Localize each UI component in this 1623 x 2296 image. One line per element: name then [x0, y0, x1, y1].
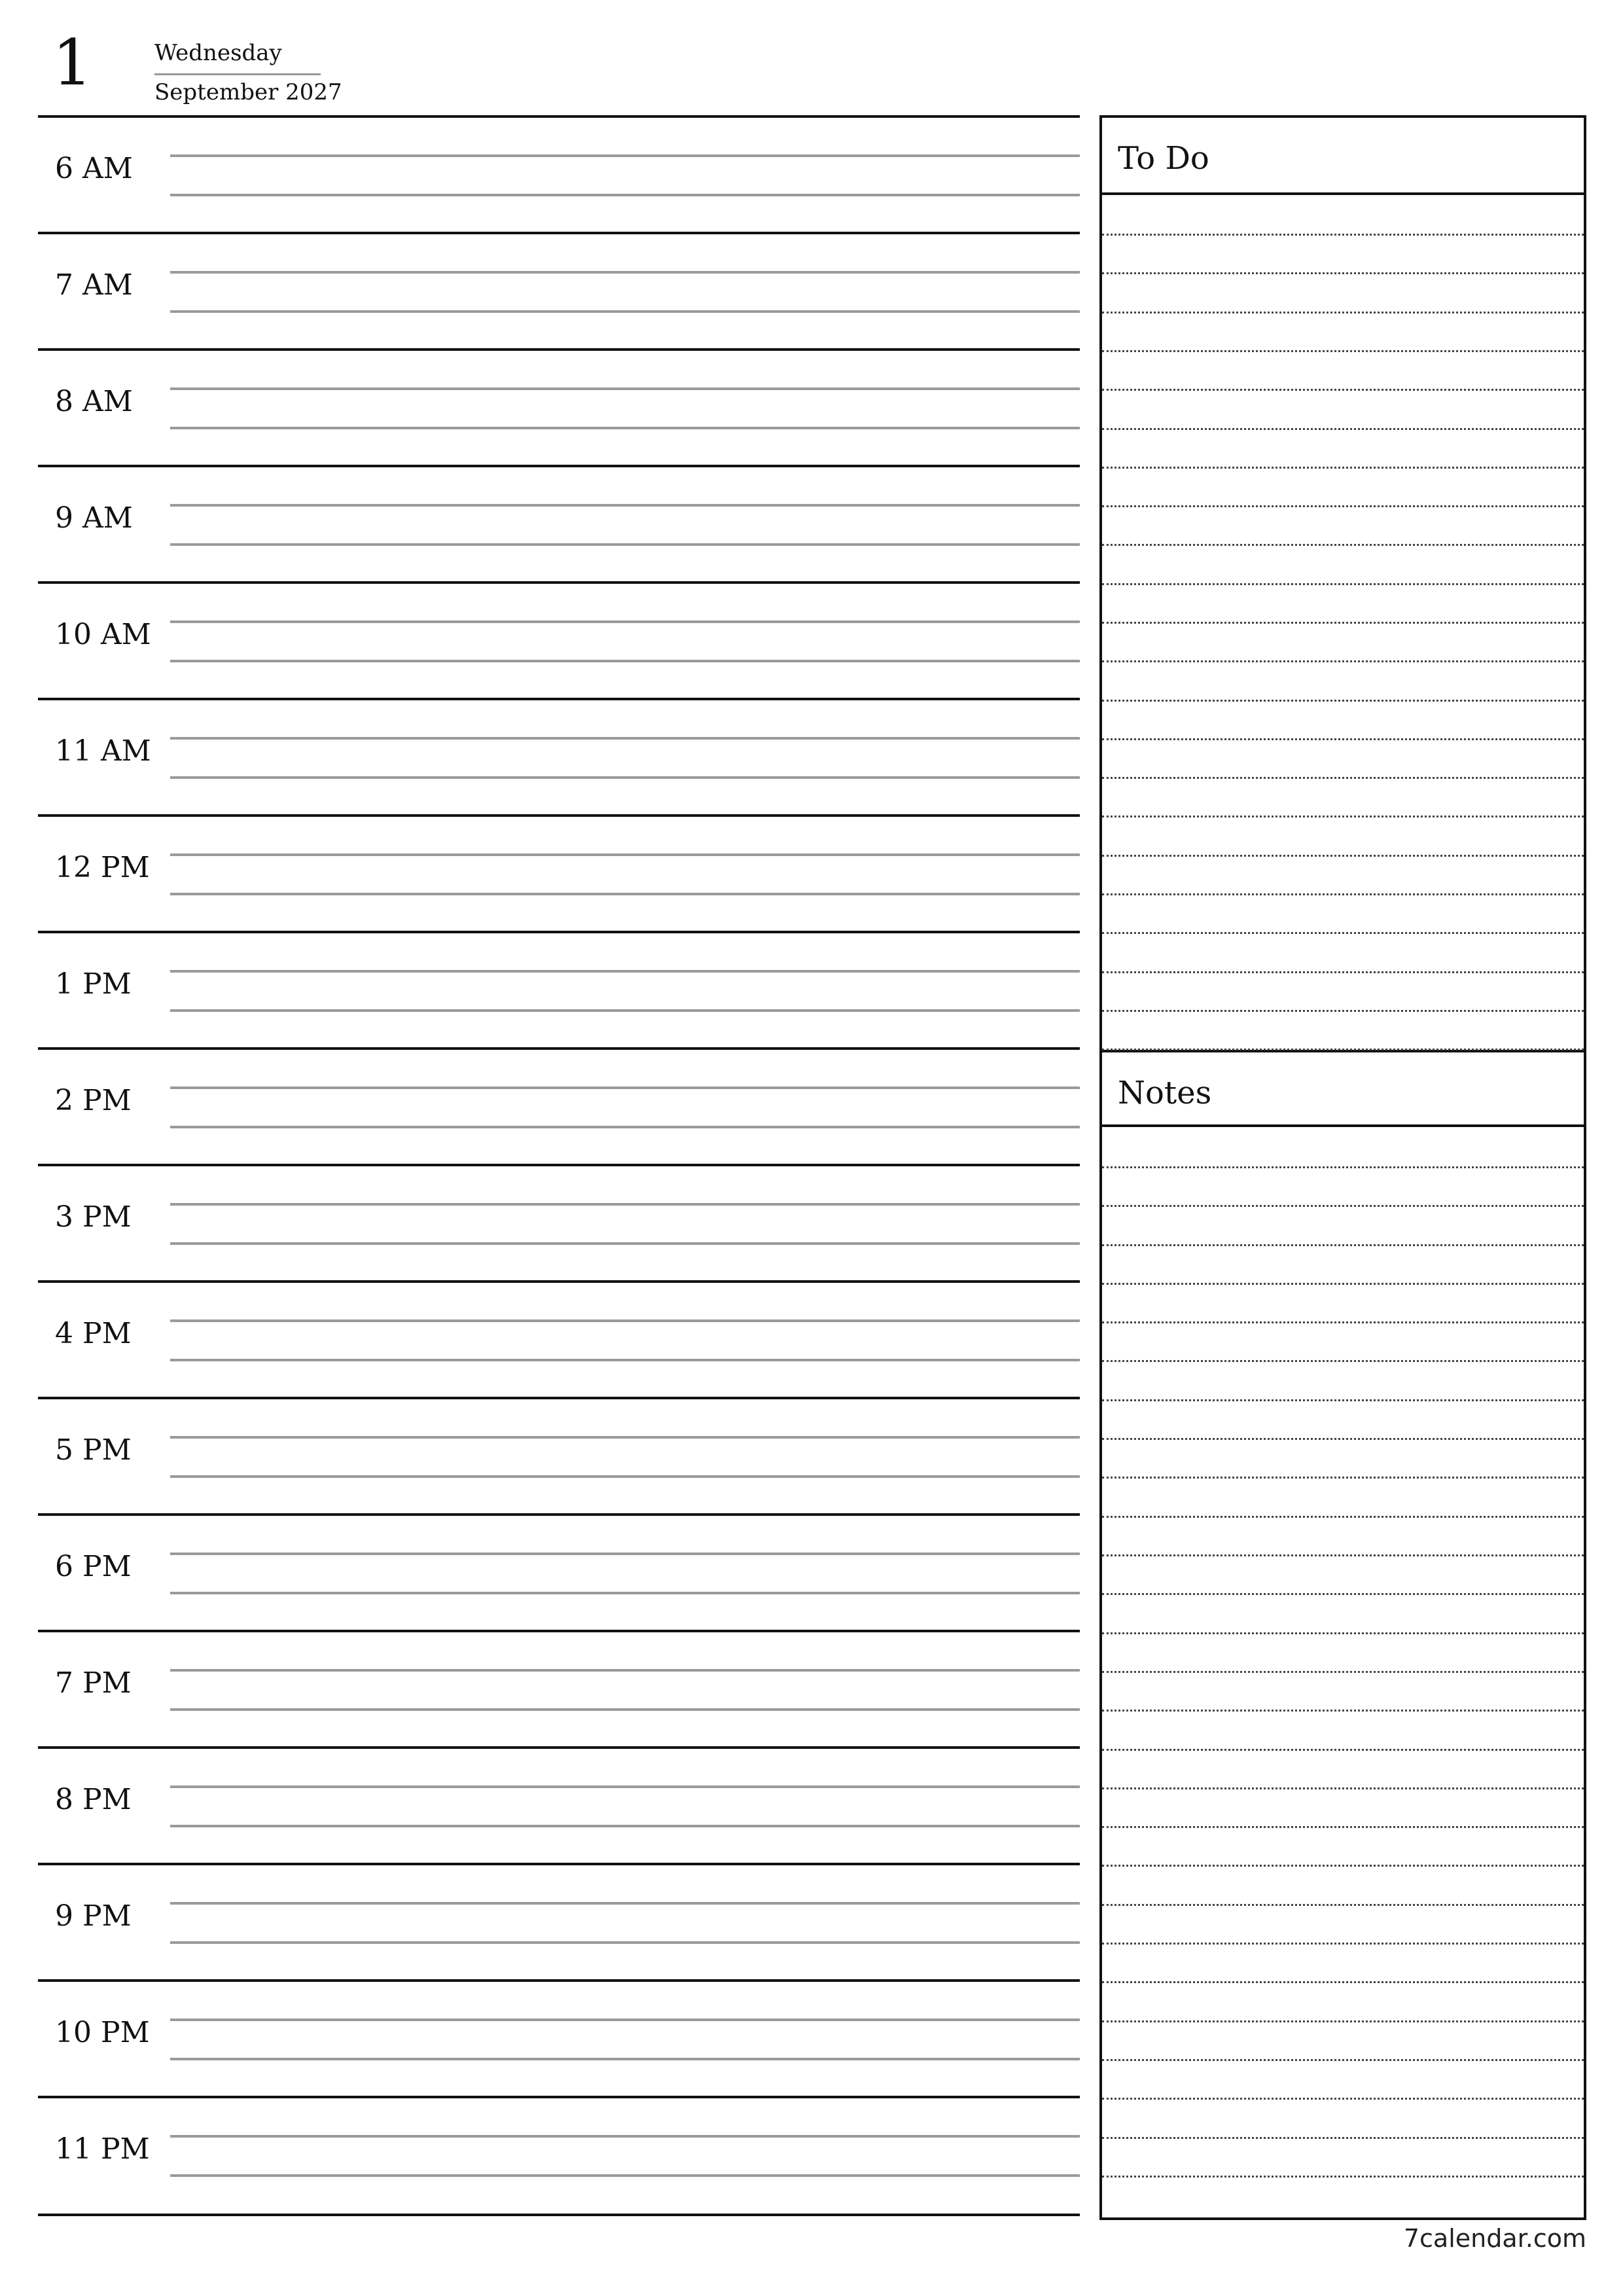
notes-line[interactable] — [1102, 1904, 1584, 1906]
writing-line[interactable] — [170, 154, 1080, 157]
todo-line[interactable] — [1102, 505, 1584, 507]
notes-line[interactable] — [1102, 1360, 1584, 1362]
todo-line[interactable] — [1102, 700, 1584, 702]
notes-line[interactable] — [1102, 1632, 1584, 1634]
notes-line[interactable] — [1102, 2020, 1584, 2022]
notes-line[interactable] — [1102, 2059, 1584, 2061]
writing-line[interactable] — [170, 970, 1080, 973]
hour-label: 8 AM — [55, 385, 133, 418]
writing-line[interactable] — [170, 776, 1080, 779]
notes-line[interactable] — [1102, 2137, 1584, 2139]
notes-line[interactable] — [1102, 1244, 1584, 1246]
writing-line[interactable] — [170, 853, 1080, 856]
writing-line[interactable] — [170, 543, 1080, 546]
todo-line[interactable] — [1102, 738, 1584, 740]
hour-block — [38, 1513, 1080, 1630]
writing-line[interactable] — [170, 1592, 1080, 1594]
writing-line[interactable] — [170, 271, 1080, 274]
hour-label: 6 PM — [55, 1550, 132, 1583]
hour-label: 10 AM — [55, 618, 151, 651]
todo-title: To Do — [1118, 140, 1209, 177]
todo-line[interactable] — [1102, 234, 1584, 236]
todo-line[interactable] — [1102, 777, 1584, 779]
hour-block — [38, 814, 1080, 931]
todo-line[interactable] — [1102, 467, 1584, 469]
hour-block — [38, 2096, 1080, 2212]
writing-line[interactable] — [170, 1009, 1080, 1012]
notes-line[interactable] — [1102, 1787, 1584, 1789]
notes-line[interactable] — [1102, 1710, 1584, 1712]
notes-line[interactable] — [1102, 1399, 1584, 1401]
month-year-label: September 2027 — [154, 79, 342, 105]
writing-line[interactable] — [170, 2018, 1080, 2021]
writing-line[interactable] — [170, 1319, 1080, 1322]
hour-label: 7 PM — [55, 1666, 132, 1700]
schedule-bottom-rule — [38, 2214, 1080, 2216]
writing-line[interactable] — [170, 1126, 1080, 1128]
todo-line[interactable] — [1102, 971, 1584, 973]
date-divider — [154, 73, 321, 75]
hour-block — [38, 348, 1080, 465]
notes-line[interactable] — [1102, 1516, 1584, 1518]
writing-line[interactable] — [170, 1708, 1080, 1711]
notes-line[interactable] — [1102, 1554, 1584, 1556]
hour-block — [38, 1746, 1080, 1863]
notes-line[interactable] — [1102, 2098, 1584, 2100]
footer-site-link[interactable]: 7calendar.com — [1403, 2224, 1586, 2253]
writing-line[interactable] — [170, 2174, 1080, 2177]
todo-line[interactable] — [1102, 350, 1584, 352]
notes-header — [1102, 1050, 1584, 1127]
hour-label: 2 PM — [55, 1084, 132, 1117]
hour-label: 9 AM — [55, 501, 133, 535]
writing-line[interactable] — [170, 1825, 1080, 1827]
hour-label: 9 PM — [55, 1899, 132, 1933]
hour-block — [38, 232, 1080, 348]
hour-label: 12 PM — [55, 851, 150, 884]
todo-line[interactable] — [1102, 312, 1584, 314]
hourly-schedule — [38, 115, 1080, 2220]
hour-label: 7 AM — [55, 268, 133, 302]
writing-line[interactable] — [170, 1941, 1080, 1944]
notes-title: Notes — [1118, 1075, 1212, 1111]
todo-line[interactable] — [1102, 428, 1584, 430]
todo-line[interactable] — [1102, 660, 1584, 662]
writing-line[interactable] — [170, 1242, 1080, 1245]
hour-label: 1 PM — [55, 967, 132, 1001]
hour-block — [38, 1047, 1080, 1164]
writing-line[interactable] — [170, 310, 1080, 313]
hour-label: 10 PM — [55, 2016, 150, 2049]
writing-line[interactable] — [170, 1475, 1080, 1478]
todo-line[interactable] — [1102, 893, 1584, 895]
hour-block — [38, 931, 1080, 1047]
notes-line[interactable] — [1102, 1283, 1584, 1285]
hour-label: 11 AM — [55, 734, 151, 768]
notes-line[interactable] — [1102, 1749, 1584, 1751]
hour-block — [38, 1164, 1080, 1280]
hour-block — [38, 698, 1080, 814]
side-panel — [1099, 115, 1586, 2220]
notes-line[interactable] — [1102, 1166, 1584, 1168]
notes-line[interactable] — [1102, 1981, 1584, 1983]
hour-block — [38, 581, 1080, 698]
writing-line[interactable] — [170, 504, 1080, 507]
hour-label: 11 PM — [55, 2132, 150, 2166]
day-number: 1 — [52, 26, 93, 99]
writing-line[interactable] — [170, 620, 1080, 623]
todo-line[interactable] — [1102, 1010, 1584, 1012]
hour-label: 8 PM — [55, 1783, 132, 1816]
writing-line[interactable] — [170, 1902, 1080, 1905]
hour-block — [38, 1397, 1080, 1513]
hour-block — [38, 1280, 1080, 1397]
todo-line[interactable] — [1102, 816, 1584, 817]
notes-line[interactable] — [1102, 1593, 1584, 1595]
todo-line[interactable] — [1102, 389, 1584, 391]
writing-line[interactable] — [170, 387, 1080, 390]
writing-line[interactable] — [170, 1203, 1080, 1206]
writing-line[interactable] — [170, 893, 1080, 895]
notes-line[interactable] — [1102, 1865, 1584, 1867]
notes-line[interactable] — [1102, 1477, 1584, 1479]
writing-line[interactable] — [170, 1669, 1080, 1672]
notes-line[interactable] — [1102, 1671, 1584, 1673]
notes-line[interactable] — [1102, 1321, 1584, 1323]
hour-block — [38, 115, 1080, 232]
weekday-label: Wednesday — [154, 40, 282, 66]
todo-line[interactable] — [1102, 583, 1584, 585]
todo-line[interactable] — [1102, 855, 1584, 857]
hour-block — [38, 1863, 1080, 1979]
todo-line[interactable] — [1102, 622, 1584, 624]
todo-line[interactable] — [1102, 544, 1584, 546]
writing-line[interactable] — [170, 427, 1080, 429]
writing-line[interactable] — [170, 1552, 1080, 1555]
todo-header — [1102, 118, 1584, 195]
writing-line[interactable] — [170, 737, 1080, 740]
writing-line[interactable] — [170, 660, 1080, 662]
writing-line[interactable] — [170, 2058, 1080, 2060]
notes-line[interactable] — [1102, 2176, 1584, 2178]
hour-label: 5 PM — [55, 1433, 132, 1467]
hour-block — [38, 1630, 1080, 1746]
writing-line[interactable] — [170, 2135, 1080, 2138]
hour-block — [38, 465, 1080, 581]
notes-line[interactable] — [1102, 1438, 1584, 1440]
notes-line[interactable] — [1102, 1943, 1584, 1945]
hour-label: 3 PM — [55, 1200, 132, 1234]
todo-line[interactable] — [1102, 272, 1584, 274]
writing-line[interactable] — [170, 1436, 1080, 1439]
hour-label: 6 AM — [55, 152, 133, 185]
notes-line[interactable] — [1102, 1826, 1584, 1828]
notes-line[interactable] — [1102, 1205, 1584, 1207]
hour-block — [38, 1979, 1080, 2096]
writing-line[interactable] — [170, 1086, 1080, 1089]
writing-line[interactable] — [170, 1359, 1080, 1361]
todo-line[interactable] — [1102, 932, 1584, 934]
todo-line[interactable] — [1102, 1049, 1584, 1050]
hour-label: 4 PM — [55, 1317, 132, 1350]
writing-line[interactable] — [170, 194, 1080, 196]
writing-line[interactable] — [170, 1785, 1080, 1788]
